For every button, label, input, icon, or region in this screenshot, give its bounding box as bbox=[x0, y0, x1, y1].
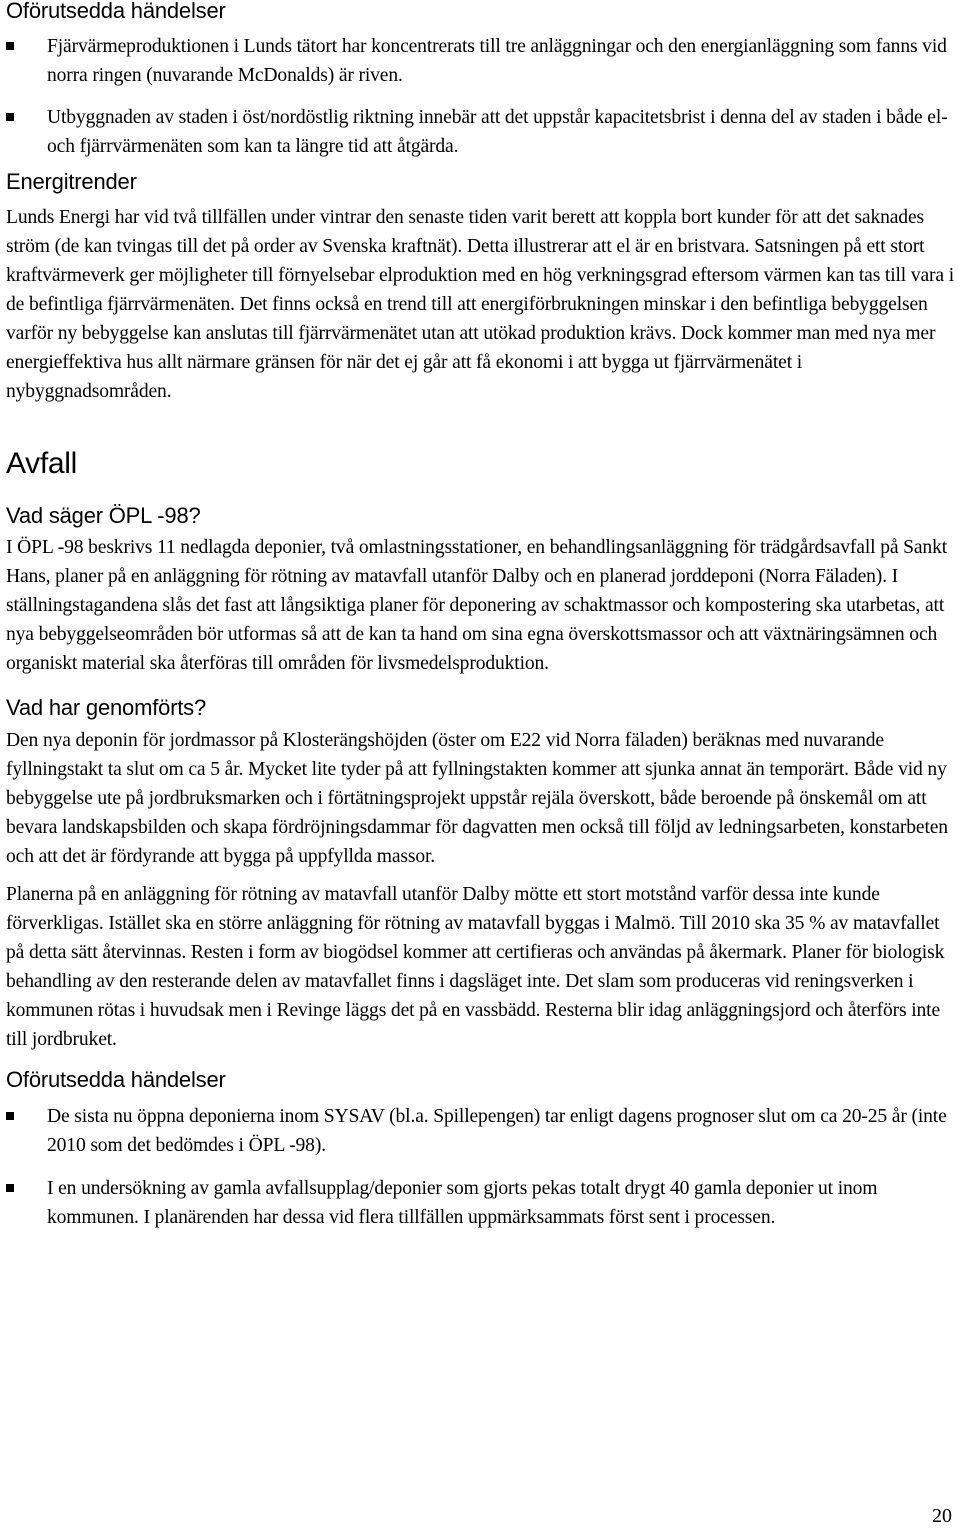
bullet-text: De sista nu öppna deponierna inom SYSAV (bl.a. Spillepengen) tar enligt dagens prognoser slut om ca 20-25 år (inte 2010 som det bedömdes i ÖPL -98). bbox=[47, 1106, 947, 1156]
opl-paragraph: I ÖPL -98 beskrivs 11 nedlagda deponier, två omlastningsstationer, en behandlingsanläggning för trädgårdsavfall på Sankt Hans, planer på en anläggning för rötning av matavfall utanför Dalby och en planerad jorddeponi (Norra Fäladen). I ställningstagandena slås det fast att långsiktiga planer för deponering av schaktmassor och kompostering ska utarbetas, att nya bebyggelseområden bör utformas så att de kan ta hand om sina egna överskottsmassor och att växtnäringsämnen och organiskt material ska återföras till områden för livsmedelsproduktion. bbox=[6, 537, 948, 674]
bullet-text: Fjärvärmeproduktionen i Lunds tätort har koncentrerats till tre anläggningar och den energianläggning som fanns vid norra ringen (nuvarande McDonalds) är riven. bbox=[47, 36, 947, 86]
bullet-item bbox=[6, 1174, 956, 1232]
square-bullet-icon bbox=[6, 113, 14, 121]
page-number: 20 bbox=[932, 1505, 952, 1527]
bullet-text: Utbyggnaden av staden i öst/nordöstlig riktning innebär att det uppstår kapacitetsbrist i denna del av staden i både el- och fjärrvärmenäten som kan ta längre tid att åtgärda. bbox=[47, 107, 948, 157]
heading-avfall: Avfall bbox=[6, 447, 78, 480]
heading-what-does-opl-say: Vad säger ÖPL -98? bbox=[6, 503, 201, 528]
heading-avfall-unexpected-events: Oförutsedda händelser bbox=[6, 1067, 226, 1092]
bullet-item bbox=[6, 103, 956, 161]
square-bullet-icon bbox=[6, 1112, 14, 1120]
bullet-text: I en undersökning av gamla avfallsupplag/deponier som gjorts pekas totalt drygt 40 gamla deponier ut inom kommunen. I planärenden har dessa vid flera tillfällen uppmärksammats först sent i processen. bbox=[47, 1178, 878, 1228]
square-bullet-icon bbox=[6, 42, 14, 50]
bullet-item bbox=[6, 1102, 956, 1160]
document-page bbox=[6, 0, 956, 1232]
heading-energy-unexpected-events: Oförutsedda händelser bbox=[6, 0, 226, 23]
done-paragraph-1: Den nya deponin för jordmassor på Klosterängshöjden (öster om E22 vid Norra fäladen) beräknas med nuvarande fyllningstakt ta slut om ca 5 år. Mycket lite tyder på att fyllningstakten kommer att sjunka annat än temporärt. Både vid ny bebyggelse ute på jordbruksmarken och i förtätningsprojekt uppstår rejäla överskott, både beroende på önskemål om att bevara landskapsbilden och skapa fördröjningsdammar för dagvatten men också till följd av ledningsarbeten, konstarbeten och att det är fördyrande att bygga på uppfyllda massor. bbox=[6, 730, 948, 867]
square-bullet-icon bbox=[6, 1184, 14, 1192]
avfall-bullet-list bbox=[6, 1102, 956, 1232]
energy-bullet-list bbox=[6, 32, 956, 161]
done-paragraph-2: Planerna på en anläggning för rötning av matavfall utanför Dalby mötte ett stort motstånd varför dessa inte kunde förverkligas. Istället ska en större anläggning för rötning av matavfall byggas i Malmö. Till 2010 ska 35 % av matavfallet på detta sätt återvinnas. Resten i form av biogödsel kommer att certifieras och användas på åkermark. Planer för biologisk behandling av den resterande delen av matavfallet finns i dagsläget inte. Det slam som produceras vid reningsverken i kommunen rötas i huvudsak men i Revinge läggs det på en vassbädd. Resterna blir idag anläggningsjord och återförs inte till jordbruket. bbox=[6, 884, 945, 1050]
energy-trends-paragraph: Lunds Energi har vid två tillfällen under vintrar den senaste tiden varit berett att koppla bort kunder för att det saknades ström (de kan tvingas till det på order av Svenska kraftnät). Detta illustrerar att el är en bristvara. Satsningen på ett stort kraftvärmeverk ger möjligheter till förnyelsebar elproduktion med en hög verkningsgrad eftersom värmen kan tas till vara i de befintliga fjärrvärmenäten. Det finns också en trend till att energiförbrukningen minskar i den befintliga bebyggelsen varför ny bebyggelse kan anslutas till fjärrvärmenätet utan att utökad produktion krävs. Dock kommer man med nya mer energieffektiva hus allt närmare gränsen för när det ej går att få ekonomi i att bygga ut fjärrvärmenätet i nybyggnadsområden. bbox=[6, 207, 955, 402]
heading-energy-trends: Energitrender bbox=[6, 169, 137, 194]
bullet-item bbox=[6, 32, 956, 90]
heading-what-has-been-done: Vad har genomförts? bbox=[6, 695, 207, 720]
